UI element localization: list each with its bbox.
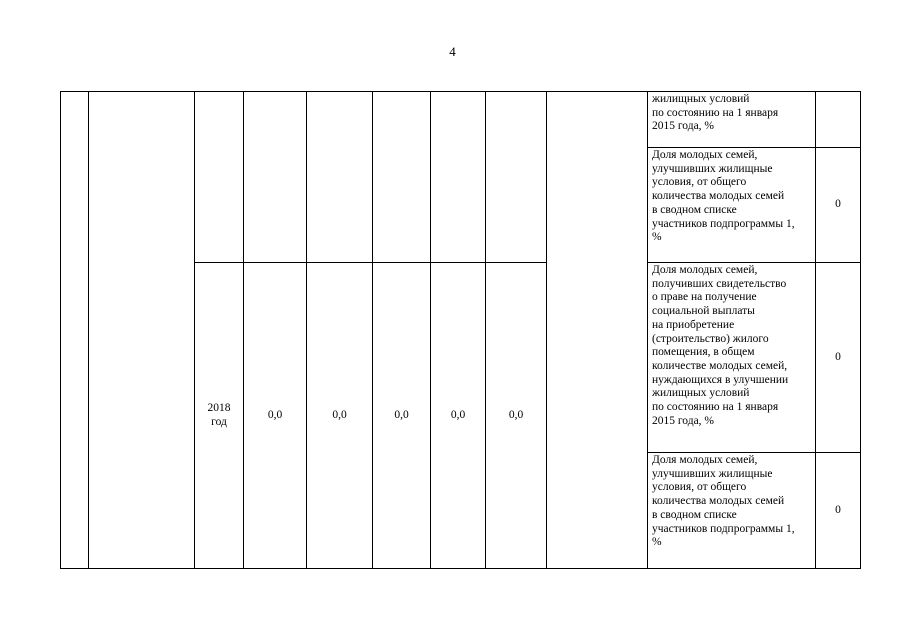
page-number: 4 (449, 44, 456, 59)
indicator-cell: Доля молодых семей, улучшивших жилищные условия, от общего количества молодых семей в сводном списке участников подпрограммы 1, % (648, 148, 816, 263)
year-cell (195, 92, 244, 263)
number-cell (61, 92, 89, 569)
executor-cell (547, 92, 648, 569)
indicator-value-cell: 0 (816, 148, 861, 263)
task-name-cell (89, 92, 195, 569)
program-table (60, 91, 861, 569)
indicator-value-cell (816, 92, 861, 148)
funding-value-cell: 0,0 (307, 263, 373, 569)
indicator-value-cell: 0 (816, 263, 861, 453)
funding-cell (373, 92, 431, 263)
funding-value-cell: 0,0 (244, 263, 307, 569)
funding-cell (486, 92, 547, 263)
indicator-cell: Доля молодых семей, улучшивших жилищные условия, от общего количества молодых семей в сводном списке участников подпрограммы 1, % (648, 453, 816, 569)
indicator-cell: жилищных условий по состоянию на 1 января 2015 года, % (648, 92, 816, 148)
indicator-value-cell: 0 (816, 453, 861, 569)
funding-cell (431, 92, 486, 263)
funding-value-cell: 0,0 (431, 263, 486, 569)
year-cell: 2018 год (195, 263, 244, 569)
funding-value-cell: 0,0 (486, 263, 547, 569)
indicator-cell: Доля молодых семей, получивших свидетельство о праве на получение социальной выплаты на приобретение (строительство) жилого помещения, в общем количестве молодых семей, нуждающихся в улучшении жилищных условий по состоянию на 1 января 2015 года, % (648, 263, 816, 453)
table-row (61, 92, 861, 148)
funding-cell (244, 92, 307, 263)
funding-cell (307, 92, 373, 263)
funding-value-cell: 0,0 (373, 263, 431, 569)
